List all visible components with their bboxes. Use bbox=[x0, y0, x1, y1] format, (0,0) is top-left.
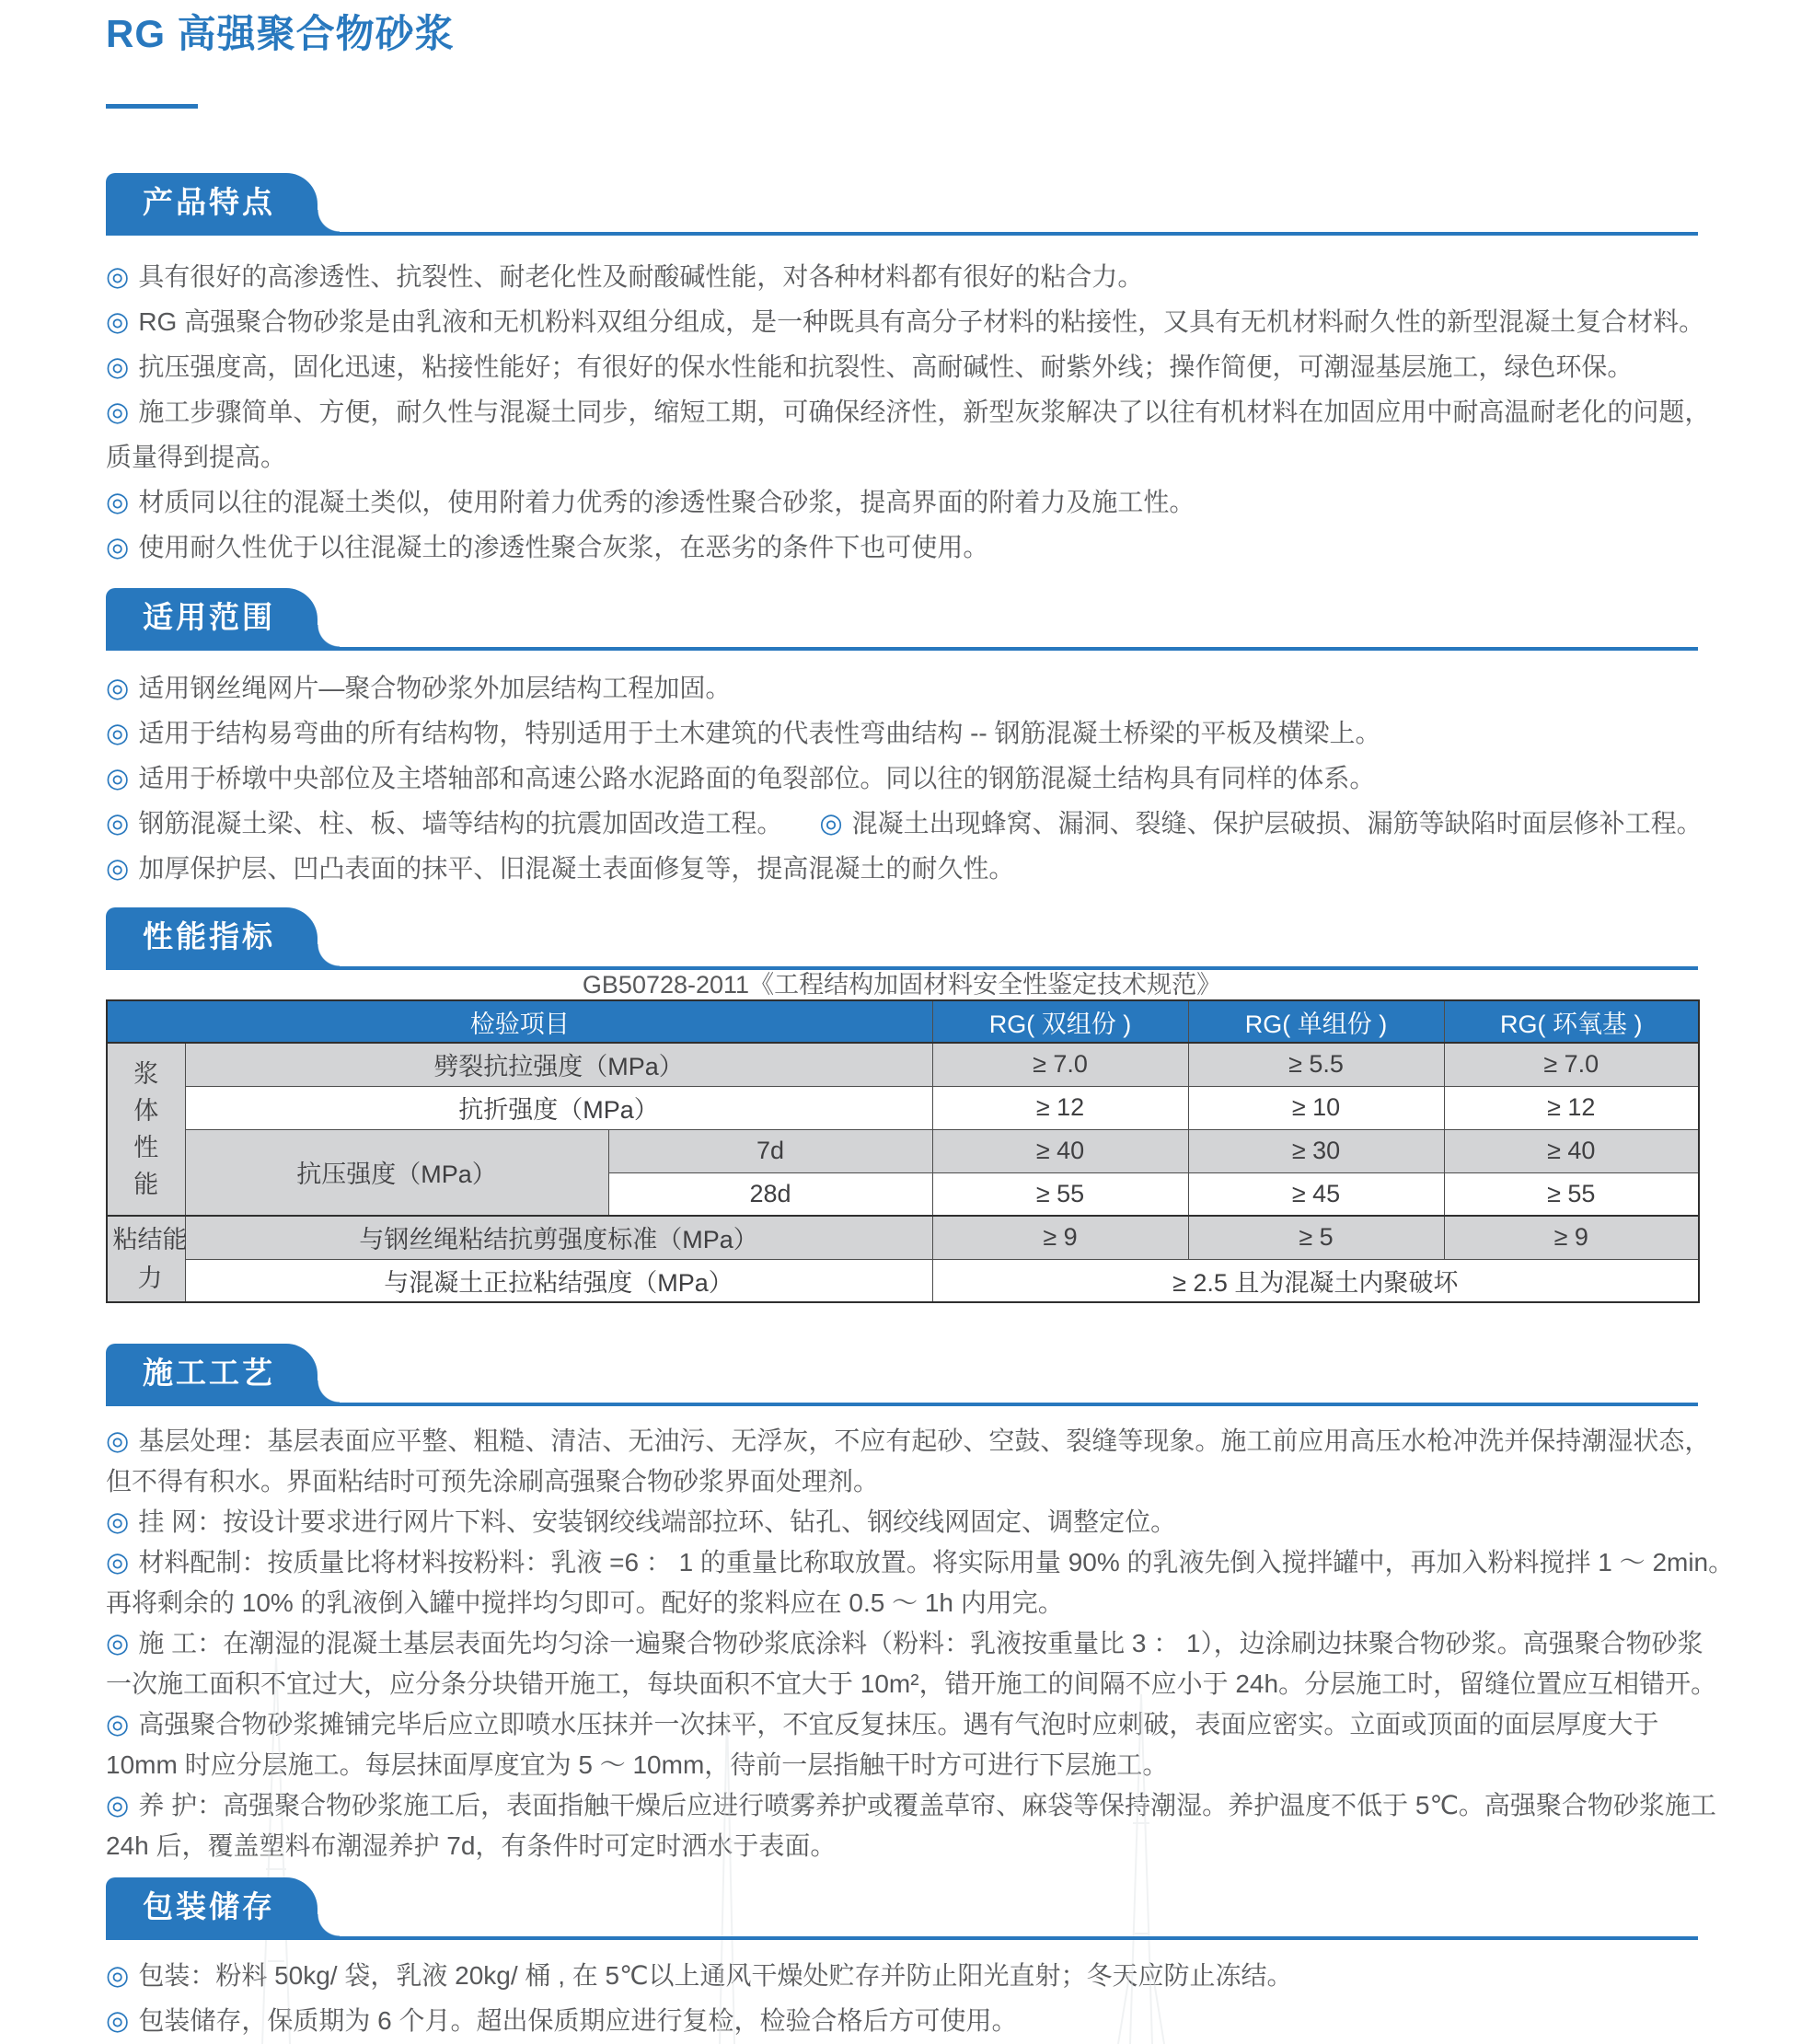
text-line bbox=[106, 254, 1698, 299]
group-label-slurry bbox=[107, 1043, 185, 1216]
row-label: 与钢丝绳粘结抗剪强度标准（MPa） bbox=[185, 1216, 932, 1259]
bullet-icon: ◎ bbox=[106, 398, 130, 427]
section-title: 适用范围 bbox=[143, 600, 275, 634]
value-cell: ≥ 5.5 bbox=[1188, 1043, 1444, 1086]
line-text: 混凝土出现蜂窝、漏洞、裂缝、保护层破损、漏筋等缺陷时面层修补工程。 bbox=[851, 809, 1703, 837]
text-line bbox=[106, 389, 1711, 434]
line-text: 钢筋混凝土梁、柱、板、墙等结构的抗震加固改造工程。 bbox=[138, 809, 783, 837]
line-text: 一次施工面积不宜过大，应分条分块错开施工，每块面积不宜大于 10m²，错开施工的间隔不应小于 24h。分层施工时，留缝位置应互相错开。 bbox=[106, 1669, 1717, 1698]
section-performance bbox=[106, 907, 1698, 1303]
bullet-icon: ◎ bbox=[106, 307, 130, 337]
value-cell: ≥ 9 bbox=[1444, 1216, 1699, 1259]
row-label: 与混凝土正拉粘结强度（MPa） bbox=[185, 1259, 932, 1302]
value-cell: ≥ 55 bbox=[932, 1172, 1188, 1216]
text-line bbox=[106, 1953, 1698, 1998]
table-row-compressive-7d bbox=[107, 1129, 1699, 1172]
text-line bbox=[106, 846, 1698, 891]
value-cell: ≥ 45 bbox=[1188, 1172, 1444, 1216]
text-line bbox=[106, 299, 1705, 344]
value-cell: ≥ 9 bbox=[932, 1216, 1188, 1259]
line-text: 适用于结构易弯曲的所有结构物，特别适用于土木建筑的代表性弯曲结构 -- 钢筋混凝土桥梁的平板及横梁上。 bbox=[138, 719, 1381, 747]
bullet-icon: ◎ bbox=[106, 809, 130, 838]
section-header bbox=[106, 588, 1698, 651]
table-row-shear bbox=[107, 1216, 1699, 1259]
text-line bbox=[106, 525, 1698, 570]
section-tab-performance bbox=[106, 907, 318, 966]
section-title: 包装储存 bbox=[143, 1889, 275, 1923]
section-tab-process bbox=[106, 1344, 318, 1403]
page-title: RG 高强聚合物砂浆 bbox=[106, 12, 455, 55]
bullet-icon: ◎ bbox=[106, 533, 130, 562]
text-line bbox=[106, 1704, 1698, 1745]
bullet-icon: ◎ bbox=[106, 1710, 130, 1739]
performance-table bbox=[106, 999, 1700, 1303]
bullet-icon: ◎ bbox=[106, 719, 130, 748]
text-line bbox=[106, 1745, 1698, 1785]
line-text: 适用于桥墩中央部位及主塔轴部和高速公路水泥路面的龟裂部位。同以往的钢筋混凝土结构具有同样的体系。 bbox=[138, 764, 1376, 792]
section-tab-features bbox=[106, 173, 318, 232]
bullet-icon: ◎ bbox=[106, 1791, 130, 1820]
text-line bbox=[106, 1542, 1735, 1583]
table-row-normal-bond bbox=[107, 1259, 1699, 1302]
line-text: 施工步骤简单、方便，耐久性与混凝土同步，缩短工期，可确保经济性，新型灰浆解决了以往有机材料在加固应用中耐高温耐老化的问题， bbox=[138, 398, 1711, 426]
section-features bbox=[106, 173, 1711, 570]
row-label: 抗折强度（MPa） bbox=[185, 1086, 932, 1129]
bullet-list-process bbox=[106, 1421, 1735, 1866]
text-line bbox=[106, 1583, 1698, 1623]
line-text: 具有很好的高渗透性、抗裂性、耐老化性及耐酸碱性能，对各种材料都有很好的粘合力。 bbox=[138, 262, 1144, 291]
bullet-icon: ◎ bbox=[106, 1426, 130, 1456]
text-line bbox=[106, 1502, 1698, 1542]
section-packaging bbox=[106, 1877, 1698, 2043]
text-line bbox=[106, 1664, 1717, 1704]
section-header bbox=[106, 173, 1698, 236]
section-rule bbox=[106, 1936, 1698, 1940]
table-row-split-tensile bbox=[107, 1043, 1699, 1086]
bullet-list-packaging bbox=[106, 1953, 1698, 2043]
bullet-icon: ◎ bbox=[106, 488, 130, 517]
bullet-list-features bbox=[106, 254, 1711, 570]
table-caption: GB50728-2011《工程结构加固材料安全性鉴定技术规范》 bbox=[582, 971, 1222, 999]
text-line bbox=[106, 801, 1703, 846]
line-text: 高强聚合物砂浆摊铺完毕后应立即喷水压抹并一次抹平，不宜反复抹压。遇有气泡时应刺破，表面应密实。立面或顶面的面层厚度大于 bbox=[138, 1710, 1659, 1738]
line-text: 材料配制：按质量比将材料按粉料：乳液 =6 ： 1 的重量比称取放置。将实际用量 90% 的乳液先倒入搅拌罐中，再加入粉料搅拌 1 ～ 2min。 bbox=[138, 1548, 1735, 1576]
section-tab-scope bbox=[106, 588, 318, 647]
text-line bbox=[106, 1421, 1711, 1461]
section-title: 产品特点 bbox=[143, 185, 275, 219]
table-row-flexural bbox=[107, 1086, 1699, 1129]
line-text: 养 护：高强聚合物砂浆施工后，表面指触干燥后应进行喷雾养护或覆盖草帘、麻袋等保持潮湿。养护温度不低于 5℃。高强聚合物砂浆施工 bbox=[138, 1791, 1716, 1819]
value-cell: ≥ 30 bbox=[1188, 1129, 1444, 1172]
line-text: RG 高强聚合物砂浆是由乳液和无机粉料双组分组成，是一种既具有高分子材料的粘接性，又具有无机材料耐久性的新型混凝土复合材料。 bbox=[138, 307, 1705, 336]
line-text: 使用耐久性优于以往混凝土的渗透性聚合灰浆，在恶劣的条件下也可使用。 bbox=[138, 533, 989, 561]
line-text: 再将剩余的 10% 的乳液倒入罐中搅拌均匀即可。配好的浆料应在 0.5 ～ 1h 内用完。 bbox=[106, 1588, 1064, 1617]
value-cell: ≥ 7.0 bbox=[1444, 1043, 1699, 1086]
line-text: 但不得有积水。界面粘结时可预先涂刷高强聚合物砂浆界面处理剂。 bbox=[106, 1467, 880, 1495]
row-label: 劈裂抗拉强度（MPa） bbox=[185, 1043, 932, 1086]
group-label-text: 粘结能力 bbox=[112, 1226, 188, 1292]
bullet-icon: ◎ bbox=[106, 1961, 130, 1991]
col-header-rg-one-part: RG( 单组份 ) bbox=[1188, 1000, 1444, 1043]
bullet-icon: ◎ bbox=[106, 764, 130, 793]
section-header bbox=[106, 1877, 1698, 1940]
row-label: 7d bbox=[608, 1129, 932, 1172]
section-header bbox=[106, 907, 1698, 970]
section-scope bbox=[106, 588, 1703, 891]
line-text: 包装储存，保质期为 6 个月。超出保质期应进行复检，检验合格后方可使用。 bbox=[138, 2006, 1018, 2035]
text-line bbox=[106, 1623, 1703, 1664]
text-line bbox=[106, 665, 1698, 710]
value-cell: ≥ 7.0 bbox=[932, 1043, 1188, 1086]
bullet-icon: ◎ bbox=[106, 2006, 130, 2036]
text-line bbox=[106, 434, 1698, 479]
col-header-rg-two-part: RG( 双组份 ) bbox=[932, 1000, 1188, 1043]
section-title: 性能指标 bbox=[143, 919, 275, 953]
text-line bbox=[106, 1998, 1698, 2043]
text-line bbox=[106, 1461, 1698, 1502]
line-text: 包装：粉料 50kg/ 袋，乳液 20kg/ 桶 , 在 5℃以上通风干燥处贮存并防止阳光直射；冬天应防止冻结。 bbox=[138, 1961, 1293, 1990]
title-underline bbox=[106, 104, 198, 109]
section-process bbox=[106, 1344, 1735, 1866]
col-header-rg-epoxy: RG( 环氧基 ) bbox=[1444, 1000, 1699, 1043]
line-text: 基层处理：基层表面应平整、粗糙、清洁、无油污、无浮灰，不应有起砂、空鼓、裂缝等现象。施工前应用高压水枪冲洗并保持潮湿状态， bbox=[138, 1426, 1711, 1455]
bullet-icon: ◎ bbox=[106, 1629, 130, 1658]
line-text: 加厚保护层、凹凸表面的抹平、旧混凝土表面修复等，提高混凝土的耐久性。 bbox=[138, 854, 1015, 883]
value-cell: ≥ 40 bbox=[932, 1129, 1188, 1172]
value-cell: ≥ 12 bbox=[932, 1086, 1188, 1129]
value-cell: ≥ 5 bbox=[1188, 1216, 1444, 1259]
value-cell: ≥ 40 bbox=[1444, 1129, 1699, 1172]
text-line bbox=[106, 1826, 1698, 1866]
value-cell: ≥ 55 bbox=[1444, 1172, 1699, 1216]
text-line bbox=[106, 1785, 1716, 1826]
line-text: 24h 后，覆盖塑料布潮湿养护 7d，有条件时可定时洒水于表面。 bbox=[106, 1831, 837, 1860]
bullet-list-scope bbox=[106, 665, 1703, 891]
text-line bbox=[106, 756, 1698, 801]
section-title: 施工工艺 bbox=[143, 1356, 275, 1390]
section-rule bbox=[106, 966, 1698, 970]
line-text: 材质同以往的混凝土类似，使用附着力优秀的渗透性聚合砂浆，提高界面的附着力及施工性。 bbox=[138, 488, 1195, 516]
text-line bbox=[106, 710, 1698, 756]
section-rule bbox=[106, 647, 1698, 651]
bullet-icon: ◎ bbox=[106, 1507, 130, 1537]
section-rule bbox=[106, 1403, 1698, 1406]
bullet-icon: ◎ bbox=[106, 854, 130, 883]
bullet-icon: ◎ bbox=[106, 1548, 130, 1577]
line-text: 施 工：在潮湿的混凝土基层表面先均匀涂一遍聚合物砂浆底涂料（粉料：乳液按重量比 3 ： 1），边涂刷边抹聚合物砂浆。高强聚合物砂浆 bbox=[138, 1629, 1703, 1657]
bullet-icon: ◎ bbox=[106, 674, 130, 703]
value-cell: ≥ 12 bbox=[1444, 1086, 1699, 1129]
table-header-row bbox=[107, 1000, 1699, 1043]
line-text: 质量得到提高。 bbox=[106, 443, 287, 471]
value-cell: ≥ 10 bbox=[1188, 1086, 1444, 1129]
section-tab-packaging bbox=[106, 1877, 318, 1936]
line-text: 10mm 时应分层施工。每层抹面厚度宜为 5 ～ 10mm，待前一层指触干时方可进行下层施工。 bbox=[106, 1750, 1169, 1779]
row-label-compressive: 抗压强度（MPa） bbox=[185, 1129, 608, 1216]
line-text: 抗压强度高，固化迅速，粘接性能好；有很好的保水性能和抗裂性、高耐碱性、耐紫外线；操作简便，可潮湿基层施工，绿色环保。 bbox=[138, 352, 1634, 381]
col-header-item: 检验项目 bbox=[107, 1000, 932, 1043]
section-rule bbox=[106, 232, 1698, 236]
value-cell-merged: ≥ 2.5 且为混凝土内聚破坏 bbox=[932, 1259, 1699, 1302]
text-line bbox=[106, 344, 1698, 389]
bullet-icon: ◎ bbox=[819, 809, 843, 838]
bullet-icon: ◎ bbox=[106, 352, 130, 382]
section-header bbox=[106, 1344, 1698, 1406]
text-line bbox=[106, 479, 1698, 525]
line-text: 挂 网：按设计要求进行网片下料、安装钢绞线端部拉环、钻孔、钢绞线网固定、调整定位。 bbox=[138, 1507, 1177, 1536]
row-label: 28d bbox=[608, 1172, 932, 1216]
group-label-text: 浆体性能 bbox=[133, 1060, 159, 1198]
line-text: 适用钢丝绳网片—聚合物砂浆外加层结构工程加固。 bbox=[138, 674, 732, 702]
group-label-bond bbox=[107, 1216, 188, 1302]
bullet-icon: ◎ bbox=[106, 262, 130, 292]
